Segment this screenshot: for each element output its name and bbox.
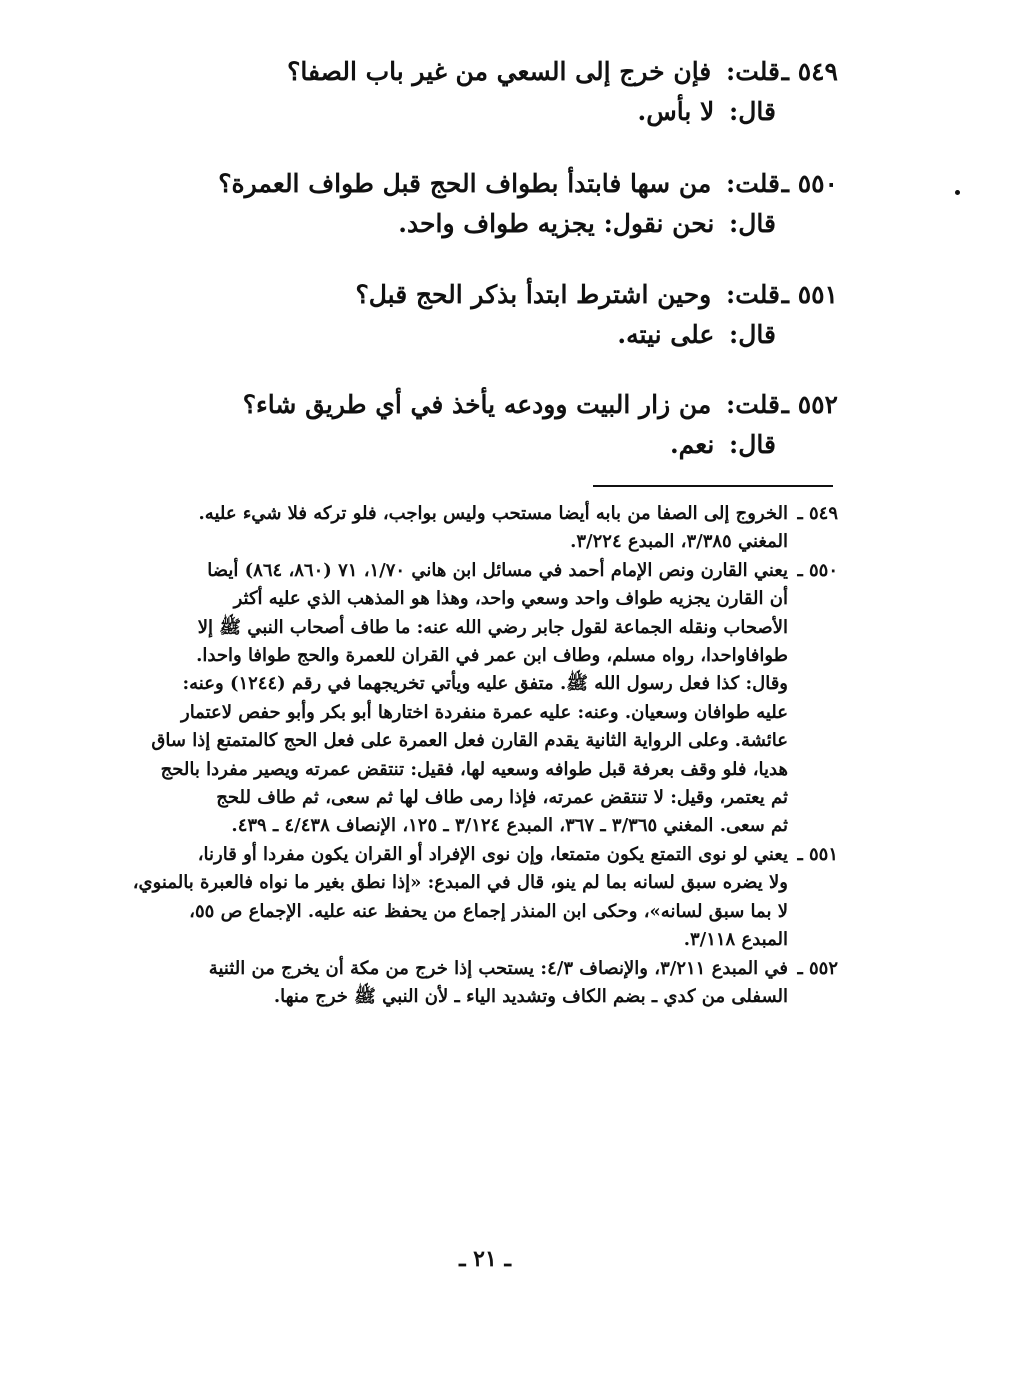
- entry-number: ٥٥١ ـ: [781, 280, 838, 309]
- footnote-line: الأصحاب ونقله الجماعة لقول جابر رضي الله عنه: ما طاف أصحاب النبي ﷺ إلا: [197, 616, 788, 638]
- footnote-line: يعني القارن ونص الإمام أحمد في مسائل ابن هاني ١/٧٠، ٧١ (٨٦٠، ٨٦٤) أيضا: [207, 559, 788, 581]
- question-line: [238, 52, 838, 92]
- answer-line: [238, 92, 776, 132]
- footnote-line: المغني ٣/٣٨٥، المبدع ٣/٢٢٤.: [570, 531, 788, 553]
- footnote-line: الخروج إلى الصفا من بابه أيضا مستحب وليس بواجب، فلو تركه فلا شيء عليه.: [198, 503, 788, 524]
- answer-label: قال:: [729, 209, 776, 238]
- question-label: قلت:: [725, 390, 780, 419]
- footnote-number: ٥٤٩ ـ: [797, 503, 838, 524]
- answer-line: [238, 204, 776, 244]
- footnote-552: [128, 955, 838, 1012]
- footnote-line: ثم يعتمر، وقيل: لا تنتقض عمرته، فإذا رمى طاف لها ثم سعى، ثم طاف للحج: [216, 787, 788, 809]
- footnote-line: السفلى من كدي ـ بضم الكاف وتشديد الياء ـ لأن النبي ﷺ خرج منها.: [273, 985, 788, 1007]
- question-line: [238, 385, 838, 425]
- question-text: من سها فابتدأ بطواف الحج قبل طواف العمرة؟: [218, 169, 712, 198]
- answer-text: نحن نقول: يجزيه طواف واحد.: [398, 209, 715, 238]
- answer-line: [238, 425, 776, 465]
- answer-label: قال:: [729, 430, 776, 459]
- qa-entry-549: [238, 52, 838, 132]
- footnote-549: [128, 500, 838, 557]
- footnote-line: أن القارن يجزيه طواف واحد وسعي واحد، وهذا هو المذهب الذي عليه أكثر: [233, 588, 788, 610]
- question-text: فإن خرج إلى السعي من غير باب الصفا؟: [287, 57, 712, 86]
- stray-mark: [955, 190, 960, 195]
- entry-number: ٥٥٠ ـ: [781, 169, 838, 198]
- question-label: قلت:: [725, 169, 780, 198]
- page-number: ـ ٢١ ـ: [459, 1246, 511, 1272]
- footnote-number: ٥٥٠ ـ: [797, 559, 838, 581]
- qa-entry-552: [238, 385, 838, 465]
- footnote-line: هديا، فلو وقف بعرفة قبل طوافه وسعيه لها، فقيل: تنتقض عمرته ويصير مفردا بالحج: [160, 758, 788, 780]
- footnote-line: عليه طوافان وسعيان. وعنه: عليه عمرة منفردة اختارها أبو بكر وأبو حفص لاعتمار: [181, 701, 788, 723]
- answer-label: قال:: [729, 320, 776, 349]
- question-text: وحين اشترط ابتدأ بذكر الحج قبل؟: [355, 280, 712, 309]
- footnote-line: وقال: كذا فعل رسول الله ﷺ. متفق عليه ويأتي تخريجهما في رقم (١٢٤٤) وعنه:: [182, 673, 788, 695]
- question-label: قلت:: [725, 280, 780, 309]
- footnote-line: ثم سعى. المغني ٣/٣٦٥ ـ ٣٦٧، المبدع ٣/١٢٤ ـ ١٢٥، الإنصاف ٤/٤٣٨ ـ ٤٣٩.: [231, 815, 788, 837]
- footnote-number: ٥٥٢ ـ: [797, 957, 838, 979]
- footnote-line: عائشة. وعلى الرواية الثانية يقدم القارن فعل العمرة على فعل الحج كالمتمتع إذا ساق: [151, 730, 788, 752]
- footnote-line: يعني لو نوى التمتع يكون متمتعا، وإن نوى الإفراد أو القران يكون مفردا أو قارنا،: [197, 843, 788, 865]
- answer-text: نعم.: [669, 430, 715, 459]
- answer-text: لا بأس.: [637, 97, 715, 126]
- footnote-line: ولا يضره سبق لسانه بما لم ينو، قال في المبدع: «إذا نطق بغير ما نواه فالعبرة بالمنوي،: [132, 872, 788, 894]
- footnote-550: [128, 557, 838, 841]
- footnote-line: المبدع ٣/١١٨.: [683, 929, 788, 951]
- entry-number: ٥٥٢ ـ: [781, 390, 838, 419]
- answer-line: [238, 315, 776, 355]
- question-label: قلت:: [725, 57, 780, 86]
- question-line: [218, 164, 838, 204]
- question-text: من زار البيت وودعه يأخذ في أي طريق شاء؟: [242, 390, 712, 419]
- answer-text: على نيته.: [617, 320, 715, 349]
- footnote-number: ٥٥١ ـ: [797, 843, 838, 865]
- footnote-divider: [593, 485, 833, 487]
- footnote-line: لا بما سبق لسانه»، وحكى ابن المنذر إجماع من يحفظ عنه عليه. الإجماع ص ٥٥،: [189, 900, 788, 922]
- footnote-line: طوافاواحدا، رواه مسلم، وطاف ابن عمر في القران للعمرة والحج طوافا واحدا.: [196, 645, 788, 667]
- footnote-551: [128, 841, 838, 955]
- answer-label: قال:: [729, 97, 776, 126]
- entry-number: ٥٤٩ ـ: [781, 57, 838, 86]
- qa-entry-551: [238, 275, 838, 355]
- question-line: [238, 275, 838, 315]
- footnotes: [128, 500, 838, 1011]
- footnote-line: في المبدع ٣/٢١١، والإنصاف ٤/٣: يستحب إذا خرج من مكة أن يخرج من الثنية: [208, 957, 788, 979]
- qa-entry-550: [218, 164, 838, 244]
